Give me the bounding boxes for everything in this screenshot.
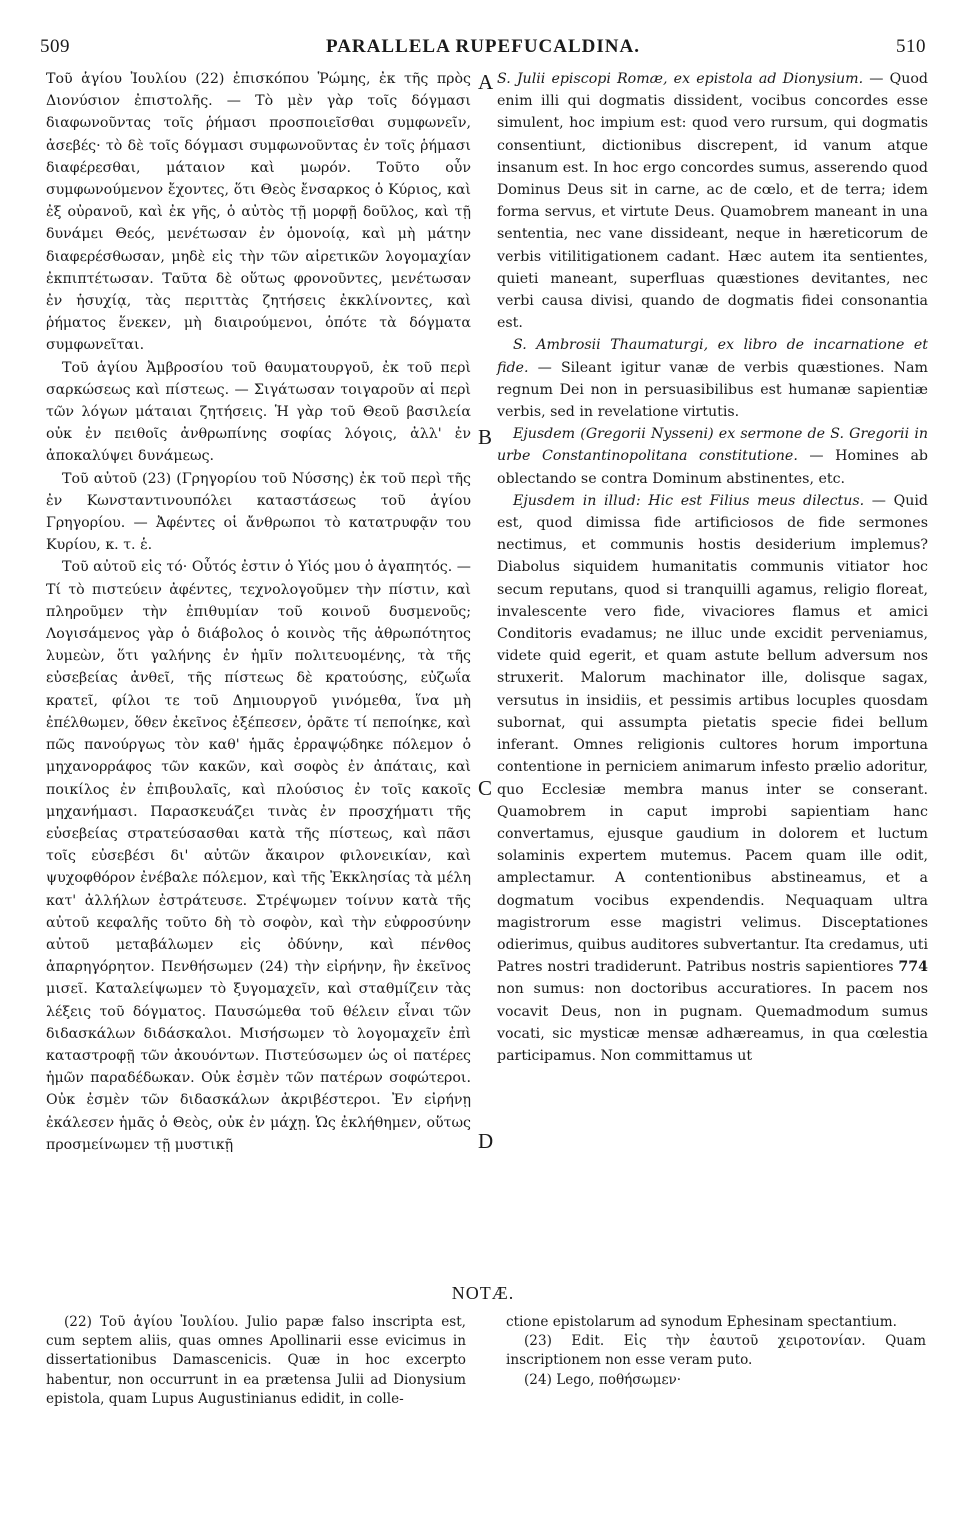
latin-heading-gregorius: Ejusdem (Gregorii Nysseni) ex sermone de S. Gregorii in urbe Constantinopolitana constitutione. (497, 426, 928, 465)
greek-paragraph-ambrosius: Τοῦ ἁγίου Ἀμβροσίου τοῦ θαυματουργοῦ, ἐκ τοῦ περὶ σαρκώσεως καὶ πίστεως. — Σιγάτωσαν τοιγαροῦν αἱ περὶ τῶν λόγων μάταιαι ζητήσεις. Ἡ γὰρ τοῦ Θεοῦ βασιλεία οὐκ ἐν πειθοῖς ἀνθρωπίνης σοφίας λόγοις, ἀλλ' ἐν ἀποκαλύψει δυνάμεως. (46, 359, 471, 465)
notes-left-column (46, 1313, 466, 1409)
note-23: (23) Edit. Εἰς τὴν ἑαυτοῦ χειροτονίαν. Quam inscriptionem non esse veram puto. (506, 1333, 926, 1369)
note-22-head: (22) Τοῦ ἁγίου Ἰουλίου. (64, 1314, 239, 1330)
note-22-text: Julio papæ falso inscripta est, cum septem aliis, quas omnes Apollinarii esse evicimus in dissertationibus Damascenicis. Quæ in hoc excerpto habentur, non occurrunt in ea prætensa Julii ad Dionysium epistola, quam Lupus Augustinianus edidit, in colle- (46, 1314, 466, 1407)
latin-heading-julius: S. Julii episcopi Romæ, ex epistola ad Dionysium. (497, 71, 864, 87)
notes-right-column (506, 1313, 926, 1390)
note-22-continuation: ctione epistolarum ad synodum Ephesinam spectantium. (506, 1314, 898, 1330)
margin-mark-b: B (478, 425, 493, 449)
page-number-right: 510 (896, 36, 926, 57)
latin-text-gregorius: — Homines ab oblectando se contra Dominum abstinentes, etc. (497, 448, 928, 487)
greek-paragraph-julius: Τοῦ ἁγίου Ἰουλίου (22) ἐπισκόπου Ῥώμης, ἐκ τῆς πρὸς Διονύσιον ἐπιστολῆς. — Τὸ μὲν γὰρ τοῖς δόγμασι διαφωνοῦντας τοῖς ῥήμασι προσποιεῖσθαι συμφωνεῖν, ἀσεβές· τὸ δὲ τοῖς δόγμασι συμφωνοῦντας ἐν τοῖς ῥήμασι διαφέρεσθαι, μάταιον καὶ μωρόν. Τοῦτο οὖν συμφωνούμενον ἔχοντες, ὅτι Θεὸς ἔνσαρκος ὁ Κύριος, καὶ ἐξ οὐρανοῦ, καὶ ἐκ γῆς, ὁ αὐτὸς τῇ μορφῇ δοῦλος, καὶ τῇ δυνάμει Θεός, μενέτωσαν ἐν ὁμονοίᾳ, καὶ μὴ μάτην διαφερέσθωσαν, μηδὲ εἰς τὴν τῶν αἱρετικῶν λογομαχίαν ἐκπιπτέτωσαν. Ταῦτα δὲ οὕτως φρονοῦντες, μενέτωσαν ἐν ἡσυχίᾳ, τὰς περιττὰς ζητήσεις ἐκκλίνοντες, καὶ ῥήματος ἕνεκεν, μὴ διαιρούμενοι, ὁπότε τὰ δόγματα συμφωνεῖται. (46, 71, 471, 354)
latin-heading-filius: Ejusdem in illud: Hic est Filius meus dilectus. (513, 492, 865, 509)
greek-paragraph-gregorius: Τοῦ αὐτοῦ (23) (Γρηγορίου τοῦ Νύσσης) ἐκ τοῦ περὶ τῆς ἐν Κωνσταντινουπόλει καταστάσεως τοῦ ἁγίου Γρηγορίου. — Ἀφέντες οἱ ἄνθρωποι τὸ κατατρυφᾷν του Κυρίου, κ. τ. ἑ. (46, 470, 471, 554)
margin-mark-d: D (478, 1129, 494, 1153)
notes-title: NOTÆ. (451, 1283, 515, 1303)
page-header (40, 36, 926, 62)
column-number-marker: 774 (898, 959, 928, 976)
latin-text-filius-b: non sumus: non doctoribus accuratiores. In pacem nos vocavit Deus, non in pugnam. Quemadmodum sumus vocati, sic mysticæ mensæ adhæreamus, in qua cœlestia participamus. Non committamus ut (497, 981, 928, 1064)
margin-mark-a: A (478, 70, 494, 94)
latin-paragraph-filius (497, 490, 928, 1067)
latin-text-julius: — Quod enim illi qui dogmatis dissident, vocibus concordes esse simulent, hoc impium est: quod vero rursum, qui dogmatis consentiunt, dictionibus discrepent, id vanum atque insanum est. In hoc ergo concordes sumus, asserendo quod Dominus Deus sit in carne, ac de cœlo, et de terra; idem forma servus, et virtute Deus. Quamobrem maneant in una sententia, nec vane dissideant, neque in hæreticorum de verbis vitilitigationem cadant. Hæc autem ita sentientes, quieti maneant, superfluas quæstiones devitantes, nec verbi causa divisi, quando de dogmatis fidei consonantia est. (497, 71, 928, 332)
greek-column (46, 68, 471, 1156)
latin-heading-ambrosius: S. Ambrosii Thaumaturgi, ex libro de incarnatione et fide. (497, 337, 928, 376)
running-title: PARALLELA RUPEFUCALDINA. (326, 36, 640, 57)
latin-text-ambrosius: — Sileant igitur vanæ de verbis quæstiones. Nam regnum Dei non in persuasibilibus est humanæ sapientiæ verbis, sed in revelatione virtutis. (497, 359, 928, 421)
note-22 (46, 1313, 466, 1409)
margin-mark-c: C (478, 776, 493, 800)
latin-paragraph-julius (497, 68, 928, 334)
latin-column (497, 68, 928, 1067)
latin-paragraph-ambrosius (497, 334, 928, 423)
greek-paragraph-filius: Τοῦ αὐτοῦ εἰς τό· Οὗτός ἐστιν ὁ Υἱός μου ὁ ἀγαπητός. — Τί τὸ πιστεύειν ἀφέντες, τεχνολογοῦμεν τὴν πίστιν, καὶ πληροῦμεν τὴν ἐπιθυμίαν τοῦ κοινοῦ δυσμενοῦς; Λογισάμενος γὰρ ὁ διάβολος ὁ κοινὸς τῆς ἀθρωπότητος λυμεὼν, ὅτι γαλήνης ἐν ἡμῖν πολιτευομένης, τὰ τῆς εὐσεβείας ἀνθεῖ, τῆς πίστεως δὲ κρατούσης, εὐζωΐα κρατεῖ, φίλοι τε τοῦ Δημιουργοῦ γινόμεθα, ἵνα μὴ ἐπέλθωμεν, ὅθεν ἐκεῖνος ἐξέπεσεν, ὁρᾶτε τί πεποίηκε, καὶ πῶς πανούργως τὸν καθ' ἡμᾶς ἐρραψῴδηκε πόλεμον ὁ μηχανορράφος τῶν κακῶν, καὶ σοφὸς ἐν ἀπάταις, καὶ ποικίλος ἐν ἐπιβουλαῖς, καὶ πλούσιος ἐν τοῖς κακοῖς μηχανήμασι. Παρασκευάζει τινὰς ἐν προσχήματι τῆς εὐσεβείας στρατεύσασθαι κατὰ τῆς πίστεως, καὶ πᾶσι τοῖς εὐσεβέσι δι' αὐτῶν ἄκαιρον φιλονεικίαν, καὶ ψυχοφθόρον ἐνέβαλε πόλεμον, καὶ τῆς Ἐκκλησίας τὰ μέλη κατ' ἀλλήλων ἐστράτευσε. Στρέψωμεν τοίνυν κατὰ τῆς αὐτοῦ κεφαλῆς τοῦτο δὴ τὸ σοφὸν, καὶ τὴν εὐφροσύνην αὐτοῦ μεταβάλωμεν εἰς ὀδύνην, καὶ πένθος ἀπαρηγόρητον. Πενθήσωμεν (24) τὴν εἰρήνην, ἣν ἐκεῖνος μισεῖ. Καταλείψωμεν τὸ ξυγομαχεῖν, καὶ σταθμίζειν τὰς λέξεις τοῦ δόγματος. Παυσώμεθα τοῦ θέλειν εἶναι τῶν διδασκάλων διδάσκαλοι. Μισήσωμεν τὸ λογομαχεῖν ἐπὶ καταστροφῇ τῶν ἀκουόντων. Πιστεύσωμεν ὡς οἱ πατέρες ἡμῶν παραδέδωκαν. Οὐκ ἐσμὲν τῶν πατέρων σοφώτεροι. Οὐκ ἐσμὲν τῶν διδασκάλων ἀκριβέστεροι. Ἐν εἰρήνῃ ἐκάλεσεν ἡμᾶς ὁ Θεὸς, οὐκ ἐν μάχῃ. Ὡς ἐκλήθημεν, οὕτως προσμείνωμεν τῇ μυστικῇ (46, 559, 471, 1153)
note-24: (24) Lego, ποθήσωμεν· (524, 1371, 682, 1388)
latin-paragraph-gregorius (497, 423, 928, 490)
latin-text-filius-a: — Quid est, quod dimissa fide artificiosos de fide sermones nectimus, et communis hostis desiderium implemus? Diabolus siquidem humanitatis communis vitiator hoc secum reputans, quod si tranquilli agamus, religio floreat, invalescente vero fide, vivaciores flamus et amici Conditoris evadamus; ne illuc unde excidit perveniamus, videte quid egerit, et quam astute bellum adversum nos struxerit. Malorum machinator ille, dolisque sagax, versutus in insidiis, et pessimis artibus locuples quosdam subornat, qui assumpta pietatis specie fidei bellum inferant. Omnes religionis cultores horum importuna contentione in perniciem animarum infesto prælio adoritur, quo Ecclesiæ membra manus inter se conserant. Quamobrem in caput improbi sapientiam hanc convertamus, ejusque gaudium in dolorem et luctum solaminis expertem mutemus. Pacem quam ille odit, amplectamur. A contentionibus abstineamus, et a dogmatum vocibus expendendis. Nequaquam ultra magistrorum esse magistri velimus. Disceptationes odierimus, quibus auditores subvertantur. Ita credamus, uti Patres nostri tradiderunt. Patribus nostris sapientiores (497, 492, 928, 976)
page-number-left: 509 (40, 36, 70, 57)
